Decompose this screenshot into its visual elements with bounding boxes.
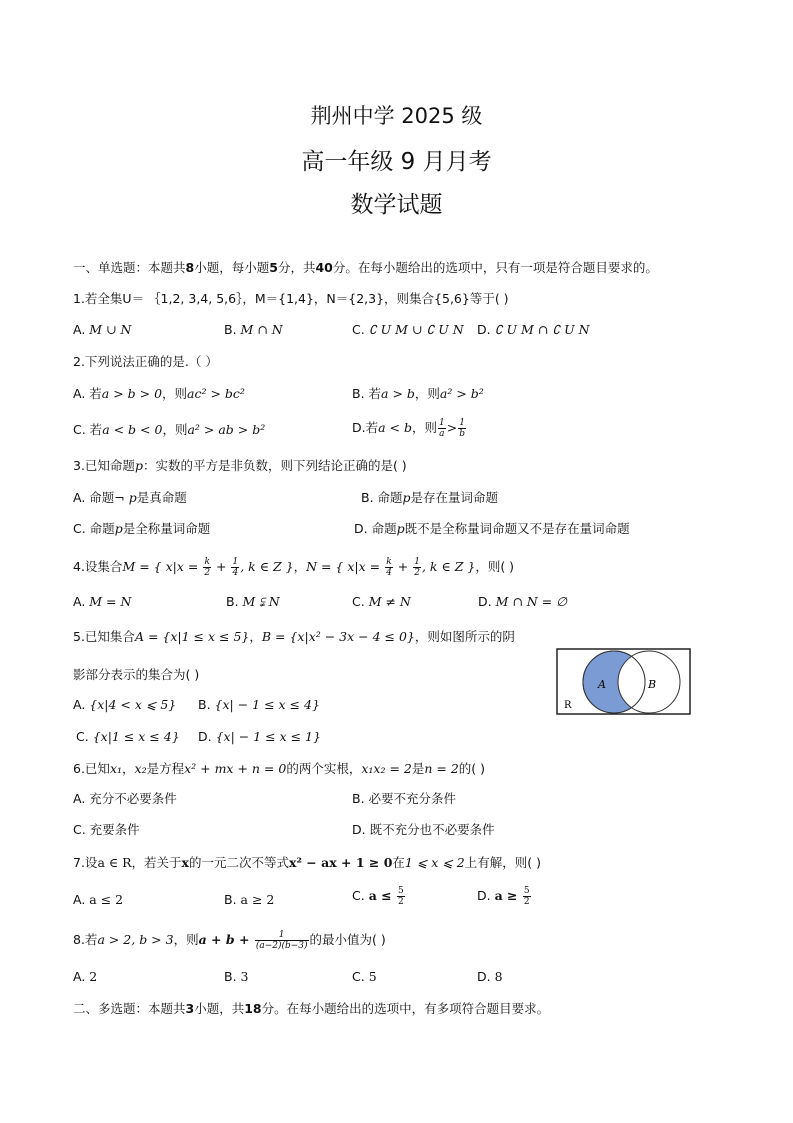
- q4-option-d: D. M ∩ N = ∅: [478, 594, 568, 609]
- q8-stem: 8.若a > 2, b > 3，则a + b + $\frac{1}{(a-2)(b-3)}$ 的最小值为( ): [73, 930, 386, 951]
- q7-option-c: C. a ≤ $\frac{5}{2}$: [352, 886, 404, 907]
- q5-option-d: D. {x| − 1 ≤ x ≤ 1}: [198, 729, 321, 744]
- q1-stem: 1.若全集U＝ ｛1,2, 3,4, 5,6｝，M＝{1,4}，N＝{2,3}，则集合{5,6}等于( ): [73, 291, 509, 306]
- q8-option-c: C. 5: [352, 969, 377, 984]
- set-a-label: A: [598, 678, 606, 691]
- q3-option-d: D. 命题p既不是全称量词命题又不是存在量词命题: [354, 521, 630, 536]
- q2-option-d: D.若a < b，则 $\frac{1}{a}$ > $\frac{1}{b}$: [352, 418, 465, 439]
- venn-diagram: [556, 648, 692, 716]
- q1-option-c: C. ∁ U M ∪ ∁ U N: [352, 322, 464, 337]
- q2-option-a: A. 若a > b > 0，则ac² > bc²: [73, 386, 245, 401]
- q4-stem: 4.设集合M = { x|x = $\frac{k}{2}$ + $\frac{1}{4}$ , k ∈ Z }，N = { x|x = $\frac{k}{4}$ + $\frac{1}{2}$ , k ∈ Z }，则( ): [73, 557, 515, 578]
- q5-option-a: A. {x|4 < x ⩽ 5}: [73, 697, 177, 712]
- set-b-label: B: [648, 678, 657, 691]
- q4-option-c: C. M ≠ N: [352, 594, 411, 609]
- q5-option-b: B. {x| − 1 ≤ x ≤ 4}: [198, 697, 320, 712]
- section1-heading: 一、单选题：本题共8小题，每小题5分，共40分。在每小题给出的选项中，只有一项是符合题目要求的。: [73, 260, 658, 275]
- q7-stem: 7.设a ∈ R，若关于x的一元二次不等式x² − ax + 1 ≥ 0在1 ⩽ x ⩽ 2上有解，则( ): [73, 855, 541, 870]
- school-title: 荆州中学 2025 级: [310, 104, 483, 128]
- universal-label: R: [564, 700, 572, 711]
- q2-option-b: B. 若a > b，则a² > b²: [352, 386, 484, 401]
- q1-option-b: B. M ∩ N: [224, 322, 283, 337]
- q8-option-b: B. 3: [224, 969, 249, 984]
- q1-option-d: D. ∁ U M ∩ ∁ U N: [477, 322, 590, 337]
- q5-stem-line2: 影部分表示的集合为( ): [73, 667, 200, 682]
- q2-stem: 2.下列说法正确的是.（ ）: [73, 354, 218, 369]
- q1-option-a: A. M ∪ N: [73, 322, 132, 337]
- q3-option-a: A. 命题¬ p是真命题: [73, 490, 187, 505]
- subject-title: 数学试题: [350, 192, 443, 218]
- q6-option-a: A. 充分不必要条件: [73, 791, 177, 806]
- q6-option-d: D. 既不充分也不必要条件: [352, 822, 495, 837]
- q6-stem: 6.已知x₁，x₂是方程x² + mx + n = 0的两个实根，x₁x₂ = 2是n = 2的( ): [73, 761, 486, 776]
- q8-option-a: A. 2: [73, 969, 98, 984]
- q3-option-b: B. 命题p是存在量词命题: [361, 490, 499, 505]
- section2-heading: 二、多选题：本题共3小题，共18分。在每小题给出的选项中，有多项符合题目要求。: [73, 1001, 550, 1016]
- q3-option-c: C. 命题p是全称量词命题: [73, 521, 211, 536]
- q7-option-d: D. a ≥ $\frac{5}{2}$: [477, 886, 530, 907]
- q6-option-c: C. 充要条件: [73, 822, 140, 837]
- q5-stem: 5.已知集合A = {x|1 ≤ x ≤ 5}，B = {x|x² − 3x − 4 ≤ 0}，则如图所示的阴: [73, 629, 515, 644]
- q7-option-a: A. a ≤ 2: [73, 892, 124, 907]
- q7-option-b: B. a ≥ 2: [224, 892, 275, 907]
- q3-stem: 3.已知命题p：实数的平方是非负数，则下列结论正确的是( ): [73, 458, 407, 473]
- q4-option-b: B. M ⫋ N: [226, 594, 280, 609]
- exam-title: 高一年级 9 月月考: [301, 149, 492, 175]
- q4-option-a: A. M = N: [73, 594, 132, 609]
- q2-option-c: C. 若a < b < 0，则a² > ab > b²: [73, 422, 266, 437]
- q6-option-b: B. 必要不充分条件: [352, 791, 457, 806]
- q8-option-d: D. 8: [477, 969, 503, 984]
- q5-option-c: C. {x|1 ≤ x ≤ 4}: [76, 729, 180, 744]
